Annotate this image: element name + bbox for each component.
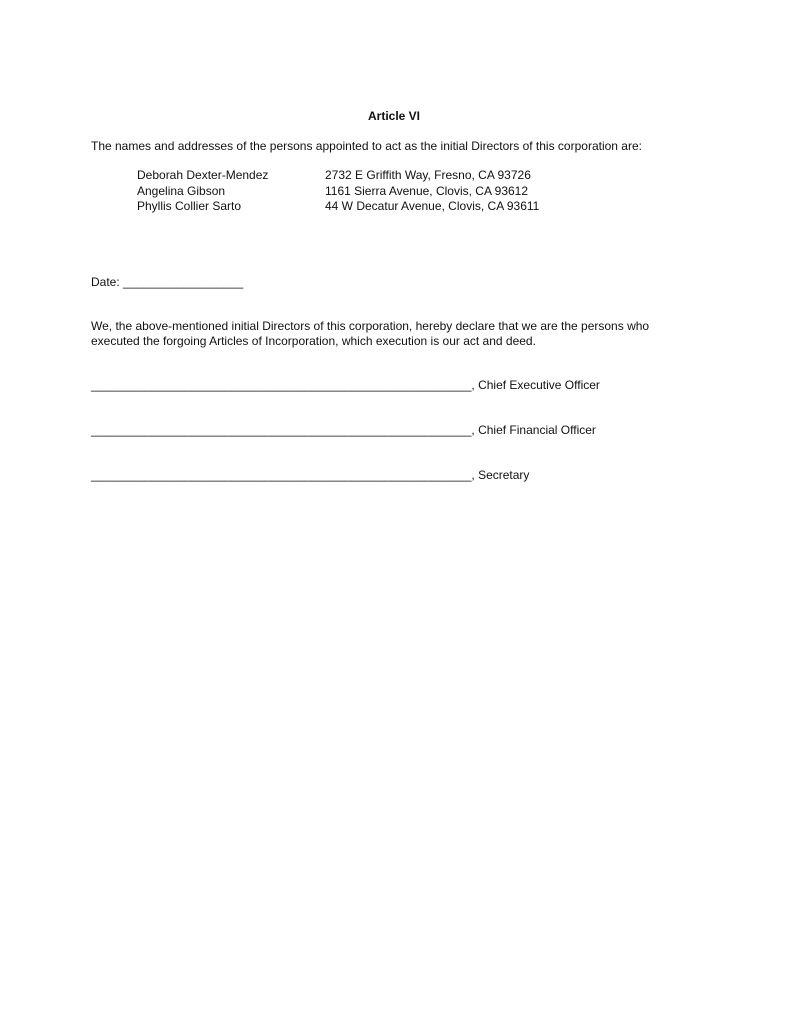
declaration-paragraph [91, 319, 721, 349]
director-name: Angelina Gibson [137, 183, 226, 198]
intro-paragraph: The names and addresses of the persons appointed to act as the initial Directors of this corporation are: [91, 139, 642, 153]
signature-line-ceo: _________________________________________________________, Chief Executive Officer [91, 378, 600, 392]
director-address: 44 W Decatur Avenue, Clovis, CA 93611 [325, 199, 540, 213]
article-heading: Article VI [367, 109, 421, 123]
director-row [137, 199, 539, 215]
director-row [137, 168, 539, 184]
declaration-line: executed the forgoing Articles of Incorporation, which execution is our act and deed. [91, 334, 536, 348]
director-name: Deborah Dexter-Mendez [137, 168, 269, 182]
signature-line-secretary: _________________________________________________________, Secretary [91, 468, 530, 482]
declaration-line: We, the above-mentioned initial Directors of this corporation, hereby declare that we are the persons who [91, 319, 650, 333]
directors-list [137, 168, 539, 215]
date-field: Date: __________________ [91, 275, 244, 289]
signature-line-cfo: _________________________________________________________, Chief Financial Officer [91, 423, 596, 437]
director-address: 2732 E Griffith Way, Fresno, CA 93726 [325, 168, 531, 182]
director-name: Phyllis Collier Sarto [137, 199, 242, 213]
director-address: 1161 Sierra Avenue, Clovis, CA 93612 [325, 183, 529, 198]
director-row [137, 184, 539, 200]
